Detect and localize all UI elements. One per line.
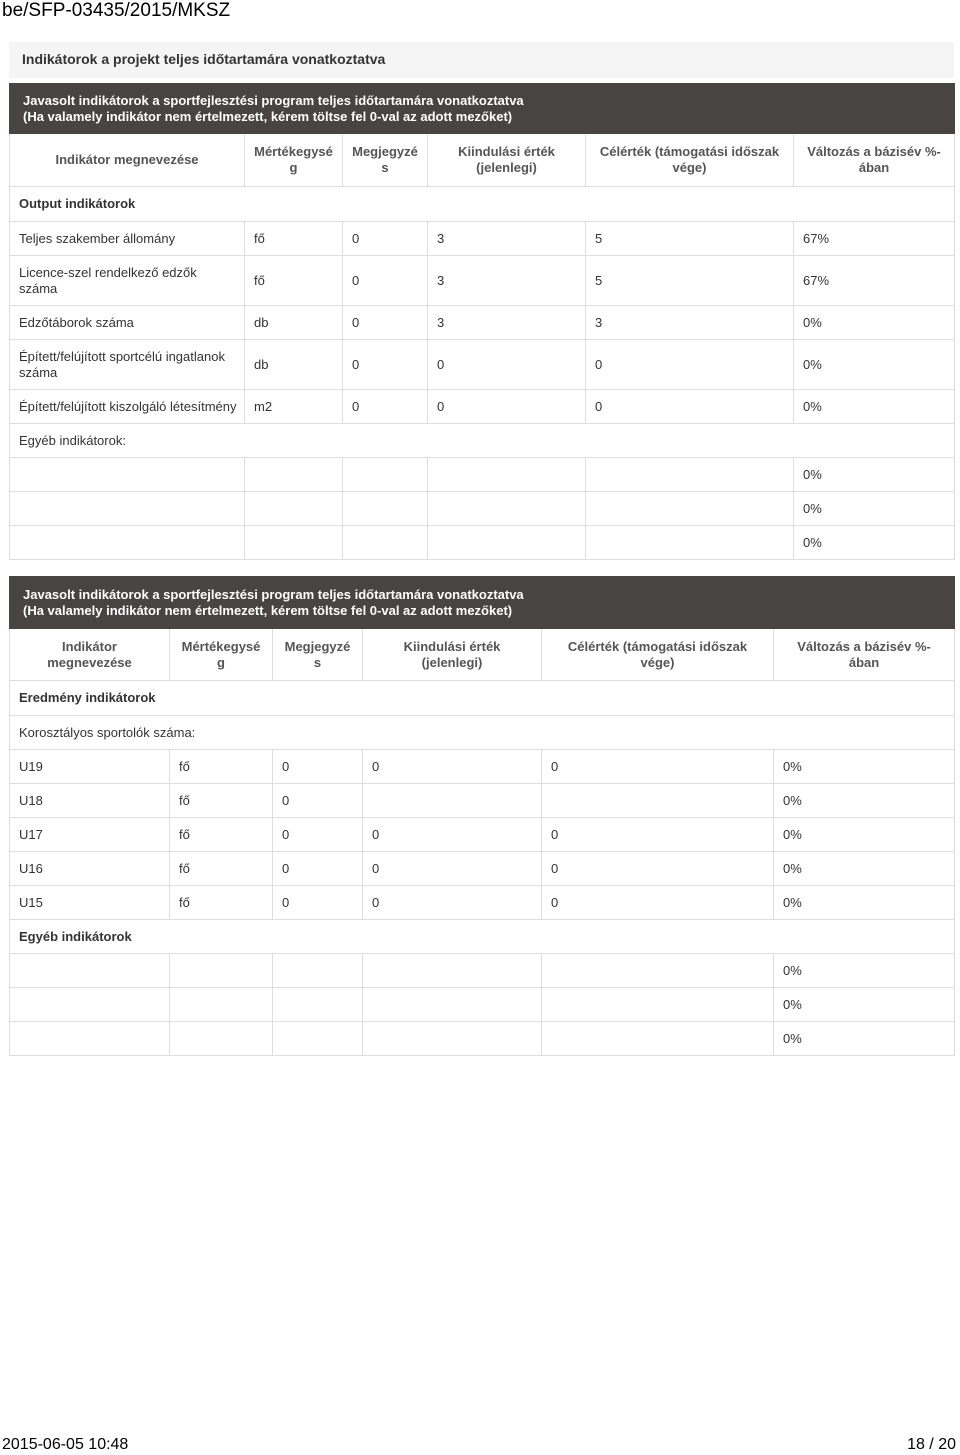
cell-change: 0%: [774, 750, 955, 784]
cell-baseline: 0: [363, 886, 542, 920]
table-row: [10, 306, 955, 340]
empty-cell[interactable]: [170, 954, 273, 988]
cell-unit: db: [245, 306, 343, 340]
page-number: 18 / 20: [907, 1436, 956, 1453]
empty-cell[interactable]: [586, 458, 794, 492]
cell-name: U17: [10, 818, 170, 852]
empty-cell[interactable]: [343, 526, 428, 560]
empty-indicator-row: [10, 492, 955, 526]
table-row: [10, 256, 955, 306]
empty-cell[interactable]: [10, 954, 170, 988]
cell-name: Edzőtáborok száma: [10, 306, 245, 340]
cell-baseline: 3: [428, 222, 586, 256]
cell-target: 5: [586, 256, 794, 306]
cell-change: 0%: [774, 784, 955, 818]
cell-target: 0: [542, 750, 774, 784]
sub-label-row: [10, 716, 955, 750]
cell-name: U19: [10, 750, 170, 784]
cell-baseline: 3: [428, 306, 586, 340]
cell-target: 0: [542, 818, 774, 852]
cell-baseline: 3: [428, 256, 586, 306]
cell-note: 0: [273, 886, 363, 920]
table-row: [10, 818, 955, 852]
banner-line-2: (Ha valamely indikátor nem értelmezett, kérem töltse fel 0-val az adott mezőket): [23, 602, 513, 618]
cell-note: 0: [343, 340, 428, 390]
empty-cell[interactable]: [542, 954, 774, 988]
empty-cell[interactable]: [170, 1022, 273, 1056]
empty-cell[interactable]: [273, 954, 363, 988]
cell-note: 0: [343, 222, 428, 256]
empty-cell[interactable]: [10, 1022, 170, 1056]
cell-change: 0%: [794, 306, 955, 340]
empty-cell[interactable]: [245, 526, 343, 560]
cell-baseline: 0: [363, 818, 542, 852]
cell-change: 0%: [794, 458, 955, 492]
table-row: [10, 886, 955, 920]
empty-cell[interactable]: [343, 492, 428, 526]
cell-name: U15: [10, 886, 170, 920]
cell-unit: fő: [170, 886, 273, 920]
table-row: [10, 784, 955, 818]
cell-note: 0: [343, 256, 428, 306]
banner-line-2: (Ha valamely indikátor nem értelmezett, kérem töltse fel 0-val az adott mezőket): [23, 108, 513, 124]
cell-name: U18: [10, 784, 170, 818]
cell-note: 0: [273, 852, 363, 886]
empty-indicator-row: [10, 526, 955, 560]
age-group-label: Korosztályos sportolók száma:: [10, 716, 955, 750]
empty-cell[interactable]: [428, 458, 586, 492]
cell-note: 0: [273, 784, 363, 818]
cell-target: 3: [586, 306, 794, 340]
empty-cell[interactable]: [10, 458, 245, 492]
empty-cell[interactable]: [10, 988, 170, 1022]
cell-change: 0%: [774, 1022, 955, 1056]
header-indicator-name: Indikátor megnevezése: [10, 629, 170, 681]
cell-name: Épített/felújított sportcélú ingatlanok száma: [10, 340, 245, 390]
cell-unit: fő: [170, 750, 273, 784]
table-header-row: [10, 629, 955, 681]
other-indicators-label-row: [10, 920, 955, 954]
cell-target: 0: [542, 852, 774, 886]
empty-cell[interactable]: [273, 1022, 363, 1056]
cell-baseline: 0: [428, 390, 586, 424]
cell-baseline: [363, 784, 542, 818]
cell-target: 0: [586, 390, 794, 424]
cell-note: 0: [343, 390, 428, 424]
empty-cell[interactable]: [10, 526, 245, 560]
header-unit: Mértékegysé g: [170, 629, 273, 681]
cell-target: [542, 784, 774, 818]
table-banner: [10, 577, 955, 629]
header-indicator-name: Indikátor megnevezése: [10, 134, 245, 187]
header-unit: Mértékegysé g: [245, 134, 343, 187]
header-note: Megjegyzé s: [343, 134, 428, 187]
table-banner: [10, 84, 955, 134]
other-indicators-label-row: [10, 424, 955, 458]
empty-cell[interactable]: [363, 988, 542, 1022]
cell-name: U16: [10, 852, 170, 886]
cell-target: 0: [542, 886, 774, 920]
table-header-row: [10, 134, 955, 187]
table-row: [10, 750, 955, 784]
cell-change: 0%: [794, 340, 955, 390]
empty-cell[interactable]: [542, 988, 774, 1022]
cell-baseline: 0: [428, 340, 586, 390]
empty-indicator-row: [10, 458, 955, 492]
cell-note: 0: [343, 306, 428, 340]
cell-change: 67%: [794, 256, 955, 306]
empty-indicator-row: [10, 988, 955, 1022]
cell-unit: fő: [245, 222, 343, 256]
cell-unit: fő: [170, 784, 273, 818]
document-id: be/SFP-03435/2015/MKSZ: [2, 0, 231, 21]
empty-cell[interactable]: [245, 492, 343, 526]
cell-unit: fő: [170, 852, 273, 886]
cell-change: 0%: [794, 492, 955, 526]
section-label: Eredmény indikátorok: [10, 681, 955, 716]
empty-cell[interactable]: [363, 954, 542, 988]
header-change: Változás a bázisév %-ában: [794, 134, 955, 187]
cell-target: 5: [586, 222, 794, 256]
cell-change: 0%: [774, 886, 955, 920]
table-row: [10, 222, 955, 256]
cell-change: 67%: [794, 222, 955, 256]
section-row: [10, 187, 955, 222]
section-row: [10, 681, 955, 716]
empty-cell[interactable]: [586, 526, 794, 560]
cell-change: 0%: [774, 818, 955, 852]
cell-unit: fő: [245, 256, 343, 306]
empty-indicator-row: [10, 1022, 955, 1056]
section-label: Output indikátorok: [10, 187, 955, 222]
cell-change: 0%: [774, 988, 955, 1022]
empty-cell[interactable]: [10, 492, 245, 526]
table-row: [10, 390, 955, 424]
empty-cell[interactable]: [363, 1022, 542, 1056]
cell-target: 0: [586, 340, 794, 390]
cell-unit: fő: [170, 818, 273, 852]
cell-name: Licence-szel rendelkező edzők száma: [10, 256, 245, 306]
cell-change: 0%: [774, 852, 955, 886]
cell-change: 0%: [794, 526, 955, 560]
cell-baseline: 0: [363, 852, 542, 886]
header-target: Célérték (támogatási időszak vége): [586, 134, 794, 187]
footer-timestamp: 2015-06-05 10:48: [2, 1436, 129, 1453]
section-title: Indikátorok a projekt teljes időtartamára vonatkoztatva: [9, 42, 954, 78]
other-indicators-label: Egyéb indikátorok:: [10, 424, 955, 458]
cell-note: 0: [273, 818, 363, 852]
empty-cell[interactable]: [542, 1022, 774, 1056]
header-target: Célérték (támogatási időszak vége): [542, 629, 774, 681]
banner-line-1: Javasolt indikátorok a sportfejlesztési program teljes időtartamára vonatkoztatva: [23, 92, 524, 108]
banner-line-1: Javasolt indikátorok a sportfejlesztési program teljes időtartamára vonatkoztatva: [23, 586, 524, 602]
cell-name: Teljes szakember állomány: [10, 222, 245, 256]
header-change: Változás a bázisév %-ában: [774, 629, 955, 681]
empty-cell[interactable]: [586, 492, 794, 526]
empty-cell[interactable]: [273, 988, 363, 1022]
header-baseline: Kiindulási érték (jelenlegi): [363, 629, 542, 681]
table-row: [10, 852, 955, 886]
cell-change: 0%: [774, 954, 955, 988]
empty-cell[interactable]: [245, 458, 343, 492]
cell-change: 0%: [794, 390, 955, 424]
empty-cell[interactable]: [428, 526, 586, 560]
empty-indicator-row: [10, 954, 955, 988]
other-indicators-label: Egyéb indikátorok: [10, 920, 955, 954]
header-baseline: Kiindulási érték (jelenlegi): [428, 134, 586, 187]
cell-baseline: 0: [363, 750, 542, 784]
output-indicators-table: [9, 83, 955, 560]
empty-cell[interactable]: [428, 492, 586, 526]
cell-unit: m2: [245, 390, 343, 424]
table-row: [10, 340, 955, 390]
cell-name: Épített/felújított kiszolgáló létesítmény: [10, 390, 245, 424]
result-indicators-table: [9, 576, 955, 1056]
cell-note: 0: [273, 750, 363, 784]
cell-unit: db: [245, 340, 343, 390]
empty-cell[interactable]: [170, 988, 273, 1022]
header-note: Megjegyzé s: [273, 629, 363, 681]
empty-cell[interactable]: [343, 458, 428, 492]
